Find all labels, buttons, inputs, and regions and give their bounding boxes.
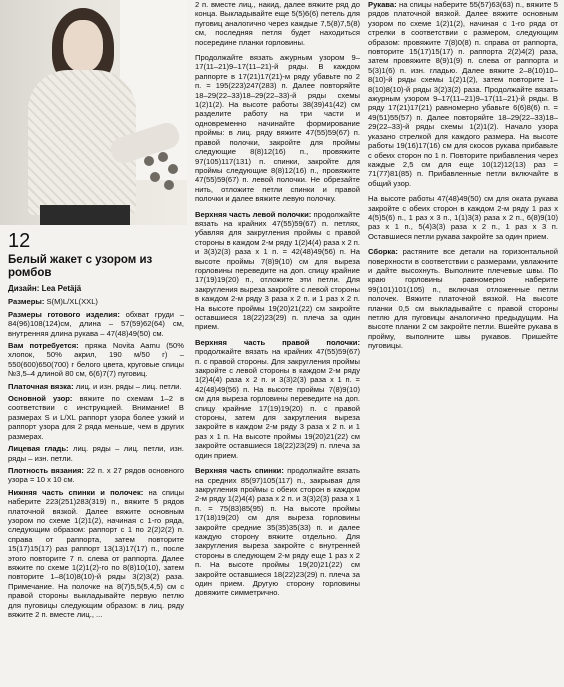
- paragraph: Нижняя часть спинки и полочек: на спицы наберите 223(251)283(319) п., вяжите 5 рядов платочной вязкой. Далее вяжите основным узором по схеме 1(2)1(2), начиная с 1-го ряда, следующим образом: раппорт с 1 по 2(2)2(2) п. справа от раппорта, затем повторите 15(17)15(17) раз раппорт 13(13)17(17) п., после этого повторите 7 п. слева от раппорта. Далее вяжите по схеме 1(2)1(2)-го по 8(8)10(10), затем повторите 1–8(10)8(10)-й ряды 3(2)3(2) раза. Примечание. На полочке на 8(7)5,5(5,4,5) см с правой стороны выкладывайте первую петлю для пуговицы следующим образом: в лиц. ряду вяжите 2 п. вместе лиц., ...: [8, 487, 184, 619]
- pattern-title: Белый жакет с узором из ромбов: [8, 254, 153, 279]
- cardigan-photo: [0, 0, 187, 225]
- paragraph: Основной узор: вяжите по схемам 1–2 в соответствии с инструкцией. Внимание! В размерах S и L/XL раппорт узора более узкий и раппорт узора для 2 ряда меньше, чем в других размерах.: [8, 394, 184, 441]
- paragraph: Верхняя часть спинки: продолжайте вязать на средних 85(97)105(117) п., закрывая для закругления проймы с обеих сторон в каждом 2-м ряду 1(2)4(4) раза х 2 п. и 3(3)2(3) раза х 1 п. = 75(83)85(95) п. На высоте проймы 17(18)19(20) см для выреза горловины закройте средние 35(35)35(33) п. и далее каждую сторону вяжите отдельно. Для закругления выреза закройте с внутренней стороны в следующем 2-м ряду еще 1 раз х 2 п. На высоте проймы 19(20)21(22) см закройте оставшиеся 18(22)23(29) п. плеча за один прием. Другую сторону горловины довяжите симметрично.: [195, 466, 360, 598]
- paragraph: Верхняя часть левой полочки: продолжайте вязать на крайних 47(55)59(67) п. петлях, убавляя для закругления проймы с правой стороны в каждом 2-м ряду 1(2)4(4) раза х 2 п. и 3(3)2(3) раза х 1 п. = 42(48)49(56) п. На высоте проймы 7(8)9(10) см для выреза горловины переведите на доп. спицу крайние 17(19)19(20) п., отложите эти петли. Для закругления выреза закройте с левой стороны в каждом 2-м ряду 3 раза х 2 п. и 1 раз х 2 п. На высоте проймы 19(20)21(22) см закройте оставшиеся 18(22)23(29) п. плеча за один прием.: [195, 209, 360, 332]
- paragraph: Сборка: растяните все детали на горизонтальной поверхности в соответствии с размерами, увлажните и дайте высохнуть. Выполните плечевые швы. По краю горловины равномерно наберите 99(101)101(105) п., включая отложенные петли полочек. Вяжите платочной вязкой. На высоте планки 0,5 см выкладывайте с правой стороны петлю для пуговицы аналогично предыдущим. На высоте планки 2 см закройте петли. Вшейте рукава в пройму, выполните швы рукавов. Пришейте пуговицы.: [368, 247, 558, 351]
- paragraph: 2 п. вместе лиц., накид, далее вяжите ряд до конца. Выкладывайте еще 5(5)6(6) петель для пуговиц аналогично через каждые 7,5(8)7,5(8) см, последняя петля будет находиться посередине планки горловины.: [195, 0, 360, 47]
- column-right: [368, 0, 558, 354]
- paragraph: Продолжайте вязать ажурным узором 9–17(11–21)9–17(11–21)-й ряды. В каждом раппорте в 17(21)17(21)-м ряду убавьте по 2 п. = 195(223)247(283) п. Далее повторяйте 18–29(22–33)18–29(22–33)-й ряды схемы 1(2)1(2). На высоте работы 38(39)41(42) см разделите работу на три части и одновременно начинайте формирование проймы: в лиц. ряду вяжите 47(55)59(67) п. правой полочки, закройте для проймы следующие 8(8)12(16) п., провяжите 97(105)117(131) п. спинки, закройте для проймы следующие 8(8)12(16) п., провяжите 47(55)59(67) п. левой полочки. Не обрезайте нить, отложите петли спинки и правой полочки и далее вяжите левую полочку.: [195, 53, 360, 204]
- paragraph: Вам потребуется: пряжа Novita Aamu (50% хлопок, 50% акрил, 190 м/50 г) – 550(600)650(700) г белого цвета, круговые спицы №3,5–4 длиной 80 см, 6(6)7(7) пуговиц.: [8, 341, 184, 379]
- paragraph: Размеры: S(M)L/XL(XXL): [8, 297, 98, 307]
- paragraph: Лицевая гладь: лиц. ряды – лиц. петли, изн. ряды – изн. петли.: [8, 444, 184, 463]
- pattern-designer: Дизайн: Lea Petäjä: [8, 284, 82, 293]
- paragraph: Платочная вязка: лиц. и изн. ряды – лиц. петли.: [8, 381, 182, 391]
- paragraph: Плотность вязания: 22 п. х 27 рядов основного узора = 10 х 10 см.: [8, 465, 184, 485]
- paragraph: Верхняя часть правой полочки: продолжайте вязать на крайних 47(55)59(67) п. с правой стороны. Для закругления проймы закройте с левой стороны в каждом 2-м ряду 1(2)4(4) раза х 2 п. и 3(3)2(3) раза х 1 п. = 42(48)49(56) п. На высоте проймы 7(8)9(10) см для выреза горловины переведите на доп. спицу крайние 17(19)19(20) п. с правой стороны, затем для закругления выреза закройте в каждом 2-м ряду 3 раза х 2 п. и 1 раз х 1 п. На высоте проймы 19(20)21(22) см закройте оставшиеся 18(22)23(29) п. плеча за один прием.: [195, 337, 360, 460]
- column-middle: [195, 0, 360, 601]
- paragraph: Рукава: на спицы наберите 55(57)63(63) п., вяжите 5 рядов платочной вязкой. Далее вяжите основным узором по схеме 1(2)1(2), начиная с 1-го ряда от стрелки в соответствии с размером, следующим образом: провяжите 7(8)0(8) п. справа от раппорта, повторите 15(17)15(17) п. раппорта 2(2)4(2) раза, затем провяжите 8(9)1(9) п. слева от раппорта и 5(3)1(6) п. изн. гладью. Далее вяжите 2–8(10)10–8(10)-й ряды схемы 1(2)1(2), затем повторите 1–8(10)8(10)-й ряды 3(2)3(2) раза. Продолжайте вязать ажурным узором 9–17(11–21)9–17(11–21)-й ряды. В ряду 17(21)17(21) равномерно убавьте 6(6)8(6) п. = 49(51)55(57) п. Далее повторяйте 18–29(22–33)18–29(22–33)-й ряды схемы 1(2)1(2). Начало узора указано стрелкой для каждого размера. На высоте работы 19(16)17(16) см для скосов рукава прибавьте с обеих сторон по 1 п. Повторите прибавления через каждые 2,5 см для еще 10(12)12(13) раз = 71(77)81(85) п. Прибавленные петли включайте в общий узор.: [368, 0, 558, 188]
- column-left: [8, 230, 184, 622]
- pattern-number: 12: [8, 230, 31, 252]
- paragraph: Размеры готового изделия: обхват груди – 84(96)108(124)см, длина – 57(59)62(64) см, внутренняя длина рукава – 47(48)49(50) см.: [8, 309, 184, 338]
- paragraph: На высоте работы 47(48)49(50) см для оката рукава закройте с обеих сторон в каждом 2-м ряду 1 раз х 4(5)5(6) п., 1 раз х 3 п., 1(1)3(3) раза х 2 п., 6(8)9(10) раз х 1 п., 5(4)3(3) раза х 2 п., 1 раз х 3 п. Оставшиеся петли рукава закройте за один прием.: [368, 194, 558, 241]
